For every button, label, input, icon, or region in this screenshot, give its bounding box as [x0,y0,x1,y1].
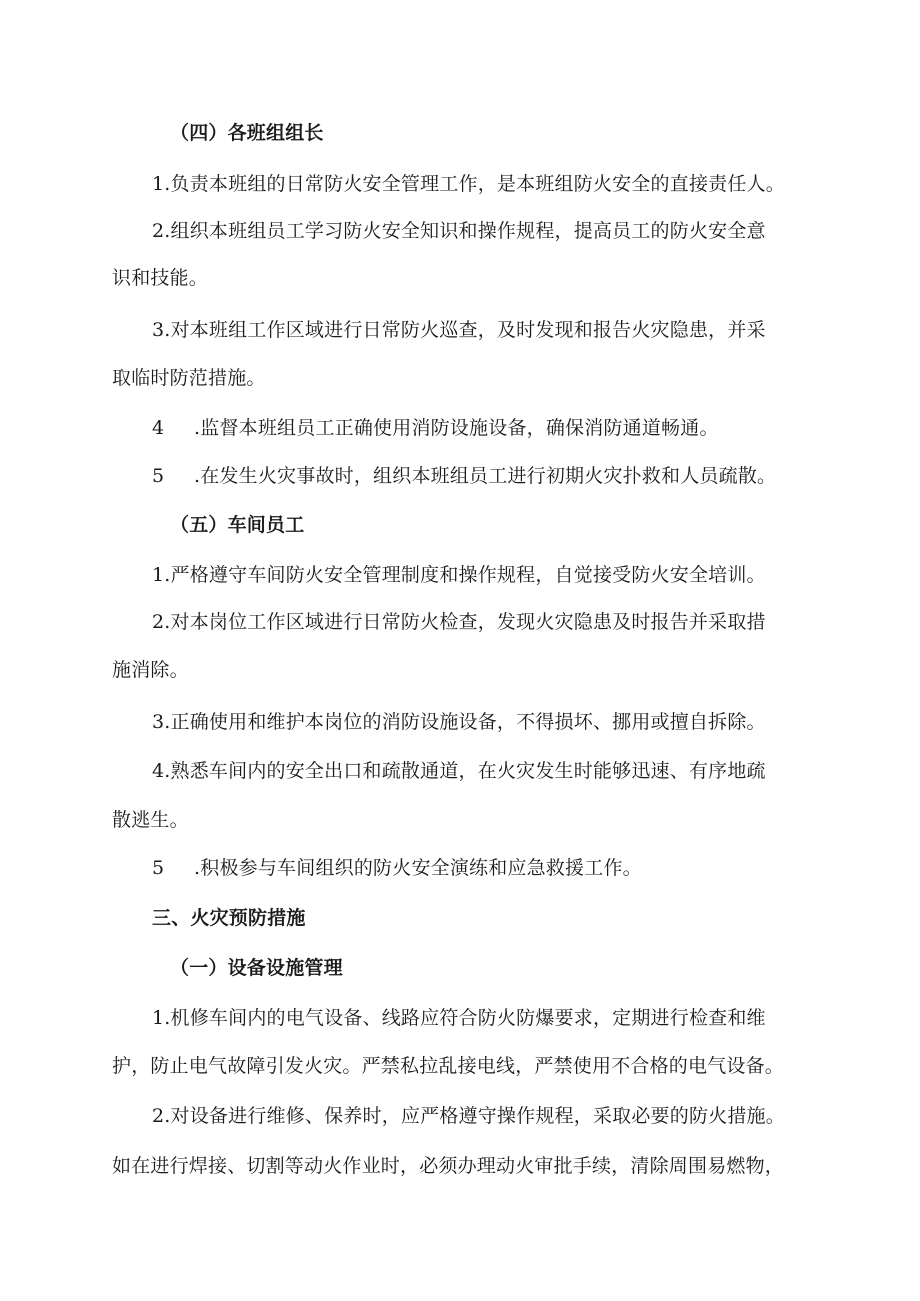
item-number: 1 [152,173,165,195]
item-text: .严格遵守车间防火安全管理制度和操作规程，自觉接受防火安全培训。 [164,564,766,586]
item-number: 1 [152,1007,165,1029]
item-text: .在发生火灾事故时，组织本班组员工进行初期火灾扑救和人员疏散。 [194,465,777,487]
list-item [152,610,766,634]
list-item [152,464,776,488]
item-number: 5 [152,857,165,879]
list-item [152,759,766,783]
item-number: 4 [152,417,165,439]
list-item [152,1006,766,1030]
item-text: .对本班组工作区域进行日常防火巡查，及时发现和报告火灾隐患，并采 [164,319,766,341]
list-item [152,710,766,734]
item-number: 1 [152,564,165,586]
item-text: .机修车间内的电气设备、线路应符合防火防爆要求，定期进行检查和维 [164,1007,766,1029]
section-heading-5: （五）车间员工 [170,514,305,536]
item-continuation: 如在进行焊接、切割等动火作业时，必须办理动火审批手续，清除周围易燃物， [112,1155,785,1177]
list-item [152,318,766,342]
item-number: 3 [152,319,165,341]
item-continuation: 识和技能。 [112,267,209,289]
item-number: 3 [152,711,165,733]
item-number: 2 [152,220,165,242]
item-text: .对设备进行维修、保养时，应严格遵守操作规程，采取必要的防火措施。 [164,1105,785,1127]
list-item [152,856,642,880]
item-continuation: 散逃生。 [112,809,189,831]
item-text: .组织本班组员工学习防火安全知识和操作规程，提高员工的防火安全意 [164,220,766,242]
item-text: .监督本班组员工正确使用消防设施设备，确保消防通道畅通。 [194,417,719,439]
section-heading-4: （四）各班组组长 [170,122,324,144]
section-heading-3-1: （一）设备设施管理 [170,957,343,979]
item-number: 2 [152,611,165,633]
item-text: .对本岗位工作区域进行日常防火检查，发现火灾隐患及时报告并采取措 [164,611,766,633]
item-number: 5 [152,465,165,487]
chapter-heading-3: 三、火灾预防措施 [152,907,306,929]
list-item [152,219,766,243]
item-text: .积极参与车间组织的防火安全演练和应急救援工作。 [194,857,642,879]
item-text: .熟悉车间内的安全出口和疏散通道，在火灾发生时能够迅速、有序地疏 [164,760,766,782]
item-continuation: 护，防止电气故障引发火灾。严禁私拉乱接电线，严禁使用不合格的电气设备。 [112,1055,785,1077]
list-item [152,1104,785,1128]
list-item [152,563,766,587]
item-continuation: 施消除。 [112,659,189,681]
item-number: 4 [152,760,165,782]
item-text: .正确使用和维护本岗位的消防设施设备，不得损坏、挪用或擅自拆除。 [164,711,766,733]
list-item [152,416,719,440]
item-number: 2 [152,1105,165,1127]
item-continuation: 取临时防范措施。 [112,367,266,389]
list-item [152,172,785,196]
item-text: .负责本班组的日常防火安全管理工作，是本班组防火安全的直接责任人。 [164,173,785,195]
